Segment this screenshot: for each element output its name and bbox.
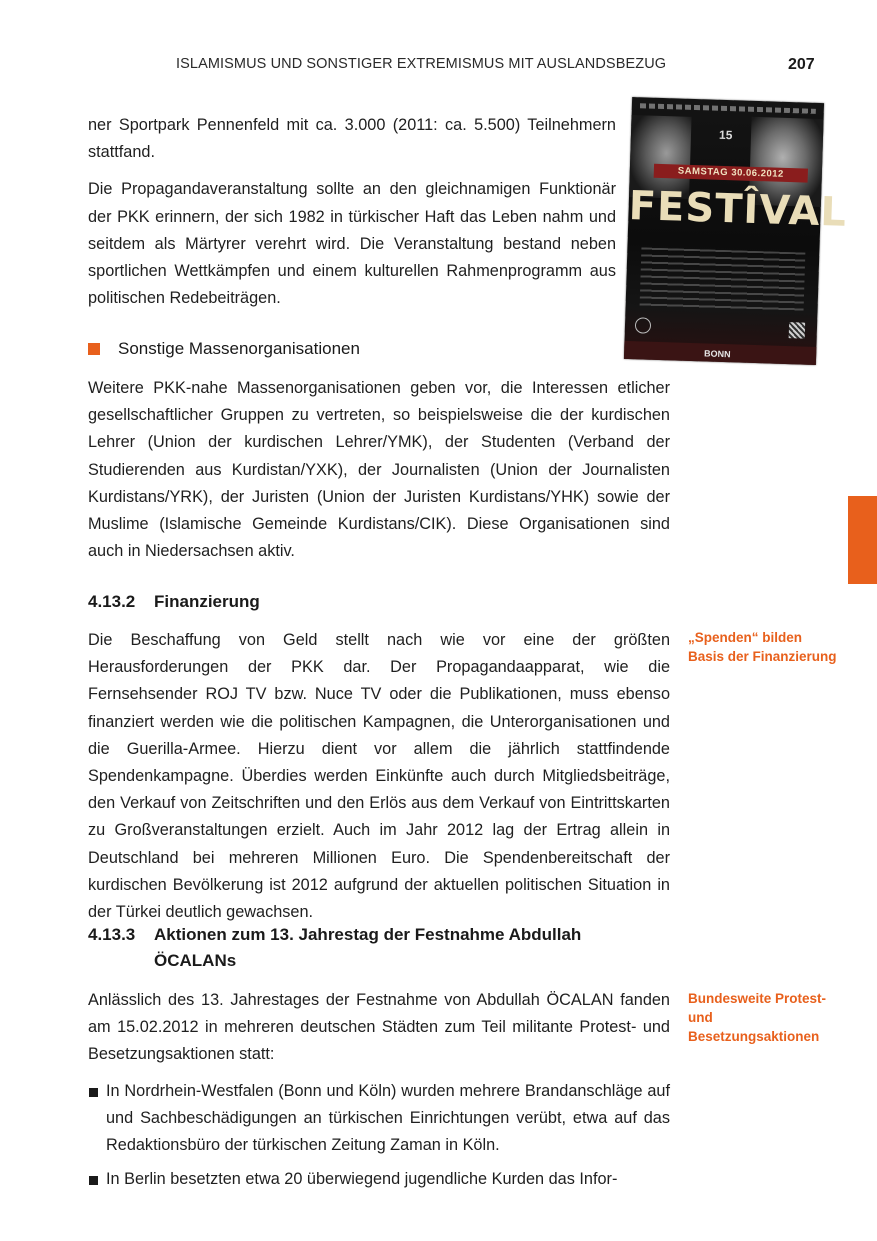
actions-bullet-list bbox=[88, 1078, 670, 1193]
list-item: In Nordrhein-Westfalen (Bonn und Köln) wurden mehrere Brandanschläge auf und Sachbeschädigungen an türkischen Einrichtungen verübt, etwa auf das Redaktionsbüro der türkischen Zeitung Zaman in Köln. bbox=[88, 1078, 670, 1160]
poster-date: SAMSTAG 30.06.2012 bbox=[654, 164, 808, 183]
poster-title: FESTÎVAL bbox=[628, 183, 848, 236]
section-title: Aktionen zum 13. Jahrestag der Festnahme Abdullah ÖCALANs bbox=[154, 925, 582, 970]
poster-qr-code-icon bbox=[789, 322, 805, 338]
section-number: 4.13.3 bbox=[88, 925, 136, 944]
margin-note-protest: Bundesweite Protest- und Besetzungsaktionen bbox=[688, 991, 827, 1044]
bullet-square-icon bbox=[89, 1176, 98, 1185]
mass-organisations-paragraph: Weitere PKK-nahe Massenorganisationen geben vor, die Interessen etlicher gesellschaftlicher Gruppen zu vertreten, so beispielsweise die der kurdischen Lehrer (Union der kurdischen Lehrer/YMK), der Studenten (Verband der Studierenden aus Kurdistan/YXK), der Journalisten (Union der Journalisten Kurdistans/YRK), der Juristen (Union der Juristen Kurdistans/YHK) sowie der Muslime (Islamische Gemeinde Kurdistans/CIK). Diese Organisationen sind auch in Niedersachsen aktiv. bbox=[88, 379, 670, 561]
chapter-tab-marker bbox=[848, 496, 877, 584]
section-heading-4-13-3 bbox=[88, 922, 670, 974]
subheading-mass-organisations bbox=[88, 339, 360, 359]
page-number: 207 bbox=[788, 56, 815, 73]
financing-paragraph: Die Beschaffung von Geld stellt nach wie vor eine der größten Herausforderungen der PKK dar. Der Propagandaapparat, wie die Fernsehsender ROJ TV bzw. Nuce TV oder die Publikationen, muss ebenso finanziert werden wie die politischen Kampagnen, die Unterorganisationen und die Guerilla-Armee. Hierzu dient vor allem die jährlich stattfindende Spendenkampagne. Überdies werden Einkünfte auch durch Mitgliedsbeiträge, den Verkauf von Zeitschriften und den Erlös aus dem Verkauf von Eintrittskarten zu Großveranstaltungen erzielt. Auch im Jahr 2012 lag der Ertrag allein in Deutschland bei mehreren Millionen Euro. Die Spendenbereitschaft der kurdischen Bevölkerung ist 2012 aufgrund der aktuellen politischen Situation in der Türkei deutlich gewachsen. bbox=[88, 631, 670, 922]
margin-note-spenden: „Spenden“ bilden Basis der Finanzierung bbox=[688, 630, 837, 664]
section-heading-4-13-2 bbox=[88, 589, 670, 615]
running-head: ISLAMISMUS UND SONSTIGER EXTREMISMUS MIT AUSLANDSBEZUG bbox=[176, 56, 667, 72]
anniversary-paragraph: Anlässlich des 13. Jahrestages der Festnahme von Abdullah ÖCALAN fanden am 15.02.2012 in mehreren deutschen Städten zum Teil militante Protest- und Besetzungsaktionen statt: bbox=[88, 991, 670, 1064]
poster-city: BONN bbox=[703, 348, 731, 360]
intro-paragraph-1: ner Sportpark Pennenfeld mit ca. 3.000 (2011: ca. 5.500) Teilnehmern stattfand. bbox=[88, 116, 616, 162]
poster-logo-icon bbox=[635, 317, 651, 333]
bullet-square-icon bbox=[89, 1088, 98, 1097]
list-item: In Berlin besetzten etwa 20 überwiegend jugendliche Kurden das Infor- bbox=[88, 1166, 670, 1193]
section-title: Finanzierung bbox=[154, 592, 260, 611]
intro-block bbox=[88, 112, 670, 312]
intro-paragraph-2: Die Propagandaveranstaltung sollte an den gleichnamigen Funktionär der PKK erinnern, der sich 1982 in türkischer Haft das Leben nahm und seitdem als Märtyrer verehrt wird. Die Veranstaltung bestand neben sportlichen Wettkämpfen und einem kulturellen Rahmenprogramm aus politischen Redebeiträgen. bbox=[88, 180, 616, 308]
orange-square-icon bbox=[88, 343, 100, 355]
poster-number: 15 bbox=[718, 127, 733, 143]
subheading-text: Sonstige Massenorganisationen bbox=[118, 339, 360, 358]
section-number: 4.13.2 bbox=[88, 592, 136, 611]
